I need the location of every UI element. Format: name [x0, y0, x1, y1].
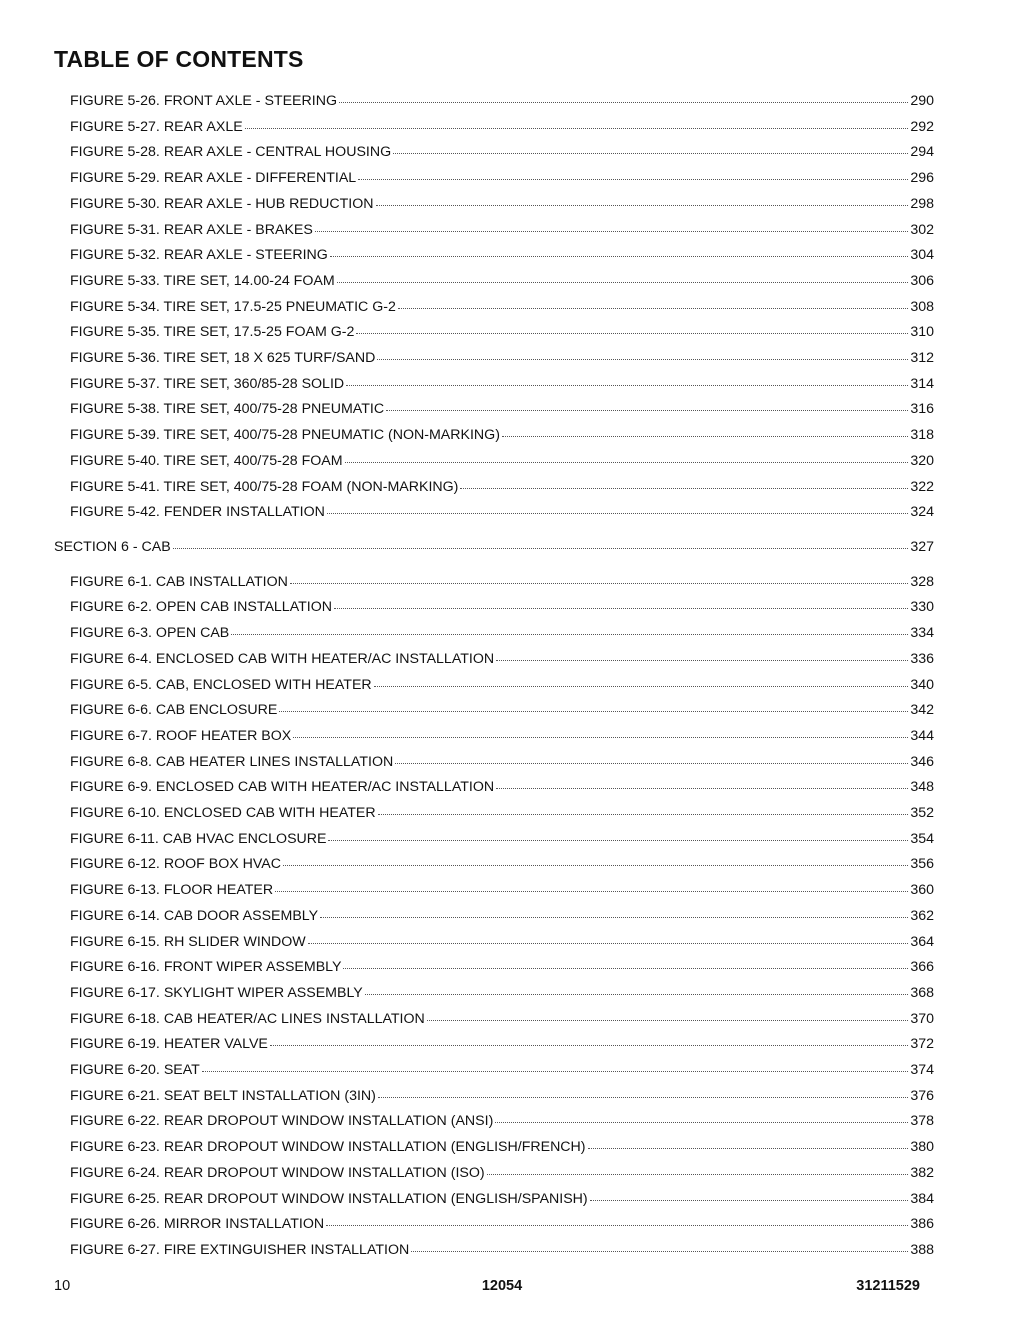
toc-entry-page: 330 [910, 599, 934, 616]
toc-entry[interactable] [70, 270, 934, 290]
dot-leader [374, 672, 909, 687]
toc-entry-label: FIGURE 5-39. TIRE SET, 400/75-28 PNEUMATIC (NON-MARKING) [70, 427, 500, 444]
toc-entry[interactable] [70, 373, 934, 393]
toc-entry[interactable] [70, 1033, 934, 1053]
toc-entry-page: 362 [910, 907, 934, 924]
toc-entry[interactable] [70, 193, 934, 213]
toc-entry-page: 290 [910, 93, 934, 109]
toc-entry-page: 344 [910, 727, 934, 744]
toc-entry-page: 368 [910, 984, 934, 1001]
toc-entry-label: FIGURE 6-6. CAB ENCLOSURE [70, 702, 278, 719]
toc-entry-page: 384 [910, 1190, 934, 1207]
toc-entry[interactable] [70, 674, 934, 694]
toc-entry-label: FIGURE 6-12. ROOF BOX HVAC [70, 856, 282, 873]
toc-entry-label: FIGURE 5-29. REAR AXLE - DIFFERENTIAL [70, 170, 357, 187]
toc-entry-label: FIGURE 5-34. TIRE SET, 17.5-25 PNEUMATIC G-2 [70, 298, 396, 315]
toc-entry-label: FIGURE 5-40. TIRE SET, 400/75-28 FOAM [70, 452, 343, 469]
toc-entry-page: 386 [910, 1216, 934, 1233]
toc-entry-label: FIGURE 6-27. FIRE EXTINGUISHER INSTALLATION [70, 1241, 410, 1258]
toc-entry-page: 310 [910, 324, 934, 341]
toc-entry[interactable] [70, 571, 934, 591]
dot-leader [337, 268, 909, 283]
toc-entry[interactable] [70, 116, 934, 136]
dot-leader [393, 139, 908, 154]
toc-entry[interactable] [70, 476, 934, 496]
toc-entry-label: FIGURE 6-20. SEAT [70, 1062, 200, 1078]
page-title: TABLE OF CONTENTS [54, 46, 304, 72]
toc-entry-page: 294 [910, 144, 934, 161]
toc-entry[interactable] [70, 1136, 934, 1156]
toc-entry[interactable] [70, 776, 934, 796]
dot-leader [378, 1083, 908, 1098]
toc-entry-label: FIGURE 6-5. CAB, ENCLOSED WITH HEATER [70, 676, 372, 693]
toc-entry[interactable] [70, 450, 934, 470]
toc-entry-label: FIGURE 6-14. CAB DOOR ASSEMBLY [70, 907, 319, 924]
toc-entry-page: 304 [910, 247, 934, 264]
toc-entry[interactable] [70, 931, 934, 951]
dot-leader [376, 191, 909, 206]
toc-entry[interactable] [70, 622, 934, 642]
dot-leader [202, 1057, 909, 1072]
toc-entry-label: FIGURE 6-26. MIRROR INSTALLATION [70, 1216, 325, 1233]
toc-entry-page: 292 [910, 118, 934, 135]
toc-entry-label: FIGURE 6-18. CAB HEATER/AC LINES INSTALLATION [70, 1010, 425, 1027]
dot-leader [293, 723, 908, 738]
toc-entry[interactable] [70, 1110, 934, 1130]
dot-leader [328, 826, 908, 841]
toc-entry-page: 322 [910, 478, 934, 495]
toc-entry-page: 327 [910, 538, 934, 555]
toc-entry[interactable] [70, 296, 934, 316]
toc-entry-page: 356 [910, 856, 934, 873]
toc-entry-page: 364 [910, 933, 934, 950]
toc-entry-label: FIGURE 6-15. RH SLIDER WINDOW [70, 933, 306, 950]
dot-leader [398, 294, 908, 309]
toc-entry-page: 342 [910, 702, 934, 719]
toc-entry[interactable] [70, 1085, 934, 1105]
toc-section-entry[interactable] [54, 536, 934, 556]
toc-entry-label: FIGURE 6-16. FRONT WIPER ASSEMBLY [70, 959, 342, 976]
toc-entry-page: 302 [910, 221, 934, 238]
toc-entry[interactable] [70, 141, 934, 161]
dot-leader [411, 1237, 908, 1252]
dot-leader [346, 371, 908, 386]
toc-entry[interactable] [70, 699, 934, 719]
dot-leader [345, 448, 909, 463]
toc-entry-label: FIGURE 6-10. ENCLOSED CAB WITH HEATER [70, 805, 376, 821]
toc-entry-label: FIGURE 5-28. REAR AXLE - CENTRAL HOUSING [70, 144, 392, 161]
toc-entry[interactable] [70, 244, 934, 264]
toc-entry-page: 370 [910, 1010, 934, 1027]
dot-leader [588, 1134, 909, 1149]
toc-entry-page: 328 [910, 573, 934, 590]
toc-entry-page: 382 [910, 1164, 934, 1181]
toc-entry-page: 320 [910, 452, 934, 469]
dot-leader [270, 1031, 908, 1046]
dot-leader [283, 851, 908, 866]
toc-entry-label: FIGURE 6-25. REAR DROPOUT WINDOW INSTALLATION (ENGLISH/SPANISH) [70, 1190, 588, 1207]
toc-entry-page: 318 [910, 427, 934, 444]
toc-entry[interactable] [70, 219, 934, 239]
toc-entry-page: 366 [910, 959, 934, 976]
toc-entry-label: FIGURE 6-21. SEAT BELT INSTALLATION (3IN) [70, 1087, 376, 1104]
toc-entry[interactable] [70, 90, 934, 110]
toc-entry-page: 346 [910, 753, 934, 770]
footer-page-number: 10 [54, 1278, 71, 1294]
dot-leader [356, 319, 908, 334]
toc-entry-page: 334 [910, 625, 934, 642]
dot-leader [326, 1211, 908, 1226]
toc-entry[interactable] [70, 347, 934, 367]
toc-entry[interactable] [70, 424, 934, 444]
toc-entry-page: 374 [910, 1062, 934, 1078]
toc-entry-page: 340 [910, 676, 934, 693]
toc-entry-label: FIGURE 6-11. CAB HVAC ENCLOSURE [70, 830, 327, 847]
toc-entry-label: FIGURE 6-13. FLOOR HEATER [70, 882, 274, 899]
toc-entry-label: FIGURE 6-17. SKYLIGHT WIPER ASSEMBLY [70, 984, 363, 1001]
dot-leader [290, 569, 908, 584]
toc-entry-label: FIGURE 5-31. REAR AXLE - BRAKES [70, 221, 313, 238]
toc-entry-label: SECTION 6 - CAB [54, 538, 171, 555]
toc-entry[interactable] [70, 596, 934, 616]
toc-entry-page: 352 [910, 805, 934, 821]
toc-entry-page: 348 [910, 779, 934, 796]
dot-leader [590, 1186, 909, 1201]
toc-entry[interactable] [70, 167, 934, 187]
toc-entry-page: 312 [910, 350, 934, 366]
toc-entry[interactable] [70, 802, 934, 822]
dot-leader [496, 646, 908, 661]
toc-entry[interactable] [70, 1008, 934, 1028]
toc-entry-label: FIGURE 5-30. REAR AXLE - HUB REDUCTION [70, 195, 374, 212]
dot-leader [320, 903, 908, 918]
dot-leader [386, 396, 908, 411]
toc-entry-label: FIGURE 5-27. REAR AXLE [70, 118, 243, 135]
toc-entry-label: FIGURE 5-26. FRONT AXLE - STEERING [70, 93, 337, 109]
toc-entry[interactable] [70, 853, 934, 873]
toc-entry-page: 296 [910, 170, 934, 187]
toc-entry-page: 306 [910, 272, 934, 289]
toc-entry-label: FIGURE 5-32. REAR AXLE - STEERING [70, 247, 328, 264]
toc-entry-page: 336 [910, 650, 934, 667]
toc-entry[interactable] [70, 828, 934, 848]
toc-entry[interactable] [70, 501, 934, 521]
toc-entry-page: 298 [910, 195, 934, 212]
toc-entry-page: 372 [910, 1036, 934, 1053]
toc-entry-label: FIGURE 6-8. CAB HEATER LINES INSTALLATION [70, 753, 394, 770]
dot-leader [378, 800, 909, 815]
dot-leader [308, 929, 909, 944]
footer-document-number: 31211529 [856, 1278, 920, 1294]
toc-entry-label: FIGURE 6-7. ROOF HEATER BOX [70, 727, 292, 744]
dot-leader [487, 1160, 909, 1175]
toc-entry-label: FIGURE 6-19. HEATER VALVE [70, 1036, 268, 1053]
dot-leader [245, 114, 909, 129]
dot-leader [495, 1108, 908, 1123]
dot-leader [231, 620, 908, 635]
dot-leader [427, 1006, 909, 1021]
footer-center-code: 12054 [481, 1278, 523, 1294]
toc-entry[interactable] [70, 751, 934, 771]
toc-entry[interactable] [70, 1239, 934, 1259]
toc-entry-label: FIGURE 6-22. REAR DROPOUT WINDOW INSTALLATION (ANSI) [70, 1113, 494, 1130]
toc-entry-label: FIGURE 6-1. CAB INSTALLATION [70, 573, 288, 590]
toc-entry-label: FIGURE 5-38. TIRE SET, 400/75-28 PNEUMATIC [70, 401, 385, 418]
dot-leader [275, 877, 908, 892]
dot-leader [460, 474, 908, 489]
toc-entry-label: FIGURE 6-9. ENCLOSED CAB WITH HEATER/AC INSTALLATION [70, 779, 495, 796]
toc-entry[interactable] [70, 1059, 934, 1079]
toc-entry[interactable] [70, 1213, 934, 1233]
dot-leader [377, 345, 908, 360]
toc-entry-page: 360 [910, 882, 934, 899]
toc-entry[interactable] [70, 956, 934, 976]
dot-leader [315, 217, 908, 232]
dot-leader [334, 594, 908, 609]
dot-leader [496, 774, 908, 789]
dot-leader [502, 422, 908, 437]
toc-entry-page: 308 [910, 298, 934, 315]
dot-leader [173, 534, 909, 549]
dot-leader [365, 980, 909, 995]
toc-entry[interactable] [70, 879, 934, 899]
dot-leader [343, 954, 908, 969]
toc-entry[interactable] [70, 725, 934, 745]
toc-entry-label: FIGURE 6-23. REAR DROPOUT WINDOW INSTALLATION (ENGLISH/FRENCH) [70, 1139, 586, 1156]
toc-entry[interactable] [70, 648, 934, 668]
dot-leader [339, 88, 908, 103]
toc-entry[interactable] [70, 1162, 934, 1182]
dot-leader [330, 242, 909, 257]
toc-entry-label: FIGURE 5-35. TIRE SET, 17.5-25 FOAM G-2 [70, 324, 355, 341]
toc-entry-page: 378 [910, 1113, 934, 1130]
toc-entry-page: 376 [910, 1087, 934, 1104]
toc-entry-page: 380 [910, 1139, 934, 1156]
toc-entry-label: FIGURE 6-2. OPEN CAB INSTALLATION [70, 599, 332, 616]
dot-leader [358, 165, 908, 180]
dot-leader [279, 697, 908, 712]
toc-entry-page: 314 [910, 375, 934, 392]
toc-entry-page: 324 [910, 504, 934, 521]
toc-entry-label: FIGURE 6-3. OPEN CAB [70, 625, 230, 642]
toc-entry-label: FIGURE 5-41. TIRE SET, 400/75-28 FOAM (NON-MARKING) [70, 478, 459, 495]
toc-entry[interactable] [70, 321, 934, 341]
toc-entry[interactable] [70, 982, 934, 1002]
toc-entry[interactable] [70, 398, 934, 418]
dot-leader [395, 749, 908, 764]
toc-entry-page: 388 [910, 1241, 934, 1258]
toc-entry-label: FIGURE 5-37. TIRE SET, 360/85-28 SOLID [70, 375, 345, 392]
toc-entry-page: 316 [910, 401, 934, 418]
toc-entry-label: FIGURE 5-42. FENDER INSTALLATION [70, 504, 325, 521]
toc-entry-label: FIGURE 5-33. TIRE SET, 14.00-24 FOAM [70, 272, 335, 289]
dot-leader [327, 499, 908, 514]
toc-entry-label: FIGURE 6-4. ENCLOSED CAB WITH HEATER/AC INSTALLATION [70, 650, 495, 667]
toc-entry[interactable] [70, 1188, 934, 1208]
toc-entry-page: 354 [910, 830, 934, 847]
toc-entry-label: FIGURE 5-36. TIRE SET, 18 X 625 TURF/SAND [70, 350, 376, 366]
toc-entry[interactable] [70, 905, 934, 925]
toc-entry-label: FIGURE 6-24. REAR DROPOUT WINDOW INSTALLATION (ISO) [70, 1164, 485, 1181]
